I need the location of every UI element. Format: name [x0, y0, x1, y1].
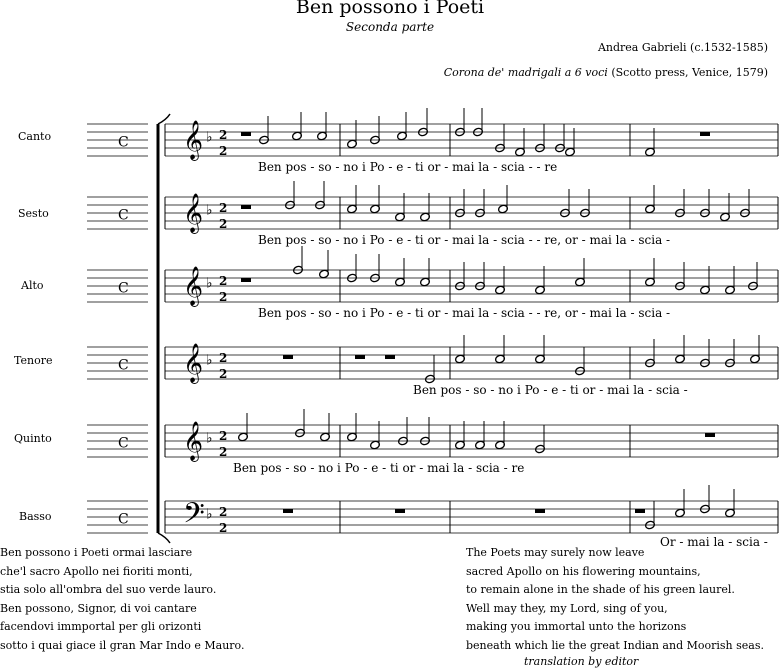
meter-numerator: 2: [219, 128, 228, 143]
clef-icon: 𝄞: [183, 421, 204, 462]
meter-denominator: 2: [219, 144, 228, 159]
poem-line: stia solo all'ombra del suo verde lauro.: [0, 583, 217, 596]
poem-line: The Poets may surely now leave: [466, 546, 645, 559]
flat-icon: ♭: [206, 352, 213, 369]
rest-icon: [241, 205, 251, 209]
meter-denominator: 2: [219, 445, 228, 460]
flat-icon: ♭: [206, 430, 213, 447]
rest-icon: [700, 132, 710, 136]
flat-icon: ♭: [206, 275, 213, 292]
poem-line: che'l sacro Apollo nei fioriti monti,: [0, 564, 193, 578]
incipit-meter: C: [118, 134, 129, 151]
voice-name-canto: Canto: [18, 130, 52, 143]
rest-icon: [241, 132, 251, 136]
flat-icon: ♭: [206, 506, 213, 523]
lyrics-sesto: Ben pos - so - no i Po - e - ti or - mai la - scia - - re, or - mai la - scia -: [258, 233, 671, 247]
incipit-meter: C: [118, 435, 129, 452]
poem-line: facendovi immportal per gli orizonti: [0, 620, 202, 633]
lyrics-quinto: Ben pos - so - no i Po - e - ti or - mai la - scia - re: [233, 461, 525, 475]
clef-icon: 𝄞: [183, 343, 204, 384]
voice-name-basso: Basso: [19, 510, 52, 523]
poem-english: [466, 544, 764, 655]
bracket-bottom: [158, 533, 170, 543]
rest-icon: [385, 355, 395, 359]
translation-credit: translation by editor: [524, 655, 639, 668]
poem-line: to remain alone in the shade of his green laurel.: [466, 583, 735, 596]
incipit-meter: C: [118, 511, 129, 528]
meter-numerator: 2: [219, 429, 228, 444]
lyrics-alto: Ben pos - so - no i Po - e - ti or - mai la - scia - - re, or - mai la - scia -: [258, 306, 671, 320]
meter-denominator: 2: [219, 290, 228, 305]
meter-numerator: 2: [219, 274, 228, 289]
rest-icon: [635, 509, 645, 513]
lyrics-basso: Or - mai la - scia -: [660, 535, 768, 549]
lyrics-tenore: Ben pos - so - no i Po - e - ti or - mai la - scia -: [413, 383, 688, 397]
voice-name-quinto: Quinto: [14, 432, 52, 445]
meter-numerator: 2: [219, 505, 228, 520]
poem-italian: [0, 544, 244, 655]
source-publisher: (Scotto press, Venice, 1579): [611, 66, 768, 79]
poem-line: Ben possono, Signor, di voi cantare: [0, 601, 197, 615]
page-subtitle: Seconda parte: [345, 20, 435, 34]
clef-icon: 𝄞: [183, 120, 204, 161]
meter-numerator: 2: [219, 351, 228, 366]
source-title: Corona de' madrigali a 6 voci: [443, 66, 608, 79]
rest-icon: [395, 509, 405, 513]
poem-line: Well may they, my Lord, sing of you,: [466, 601, 668, 615]
poem-line: beneath which lie the great Indian and Moorish seas.: [466, 638, 764, 652]
incipit-meter: C: [118, 207, 129, 224]
poem-line: making you immortal unto the horizons: [466, 620, 687, 633]
page-title: Ben possono i Poeti: [295, 0, 485, 18]
clef-icon: 𝄞: [183, 266, 204, 307]
poem-line: sacred Apollo on his flowering mountains,: [466, 564, 701, 578]
rest-icon: [705, 433, 715, 437]
rest-icon: [283, 509, 293, 513]
rest-icon: [535, 509, 545, 513]
meter-denominator: 2: [219, 367, 228, 382]
meter-denominator: 2: [219, 217, 228, 232]
rest-icon: [241, 278, 251, 282]
rest-icon: [283, 355, 293, 359]
meter-numerator: 2: [219, 201, 228, 216]
voice-name-alto: Alto: [21, 279, 44, 292]
voice-name-tenore: Tenore: [14, 354, 53, 367]
bracket-top: [158, 114, 170, 124]
poem-line: Ben possono i Poeti ormai lasciare: [0, 546, 193, 559]
flat-icon: ♭: [206, 129, 213, 146]
clef-icon: 𝄞: [183, 193, 204, 234]
flat-icon: ♭: [206, 202, 213, 219]
clef-icon: 𝄢: [183, 497, 205, 538]
meter-denominator: 2: [219, 521, 228, 536]
composer: Andrea Gabrieli (c.1532-1585): [597, 41, 768, 54]
lyrics-canto: Ben pos - so - no i Po - e - ti or - mai la - scia - - re: [258, 160, 558, 174]
rest-icon: [355, 355, 365, 359]
incipit-meter: C: [118, 280, 129, 297]
incipit-meter: C: [118, 357, 129, 374]
poem-line: sotto i quai giace il gran Mar Indo e Mauro.: [0, 638, 245, 652]
voice-name-sesto: Sesto: [18, 207, 49, 220]
